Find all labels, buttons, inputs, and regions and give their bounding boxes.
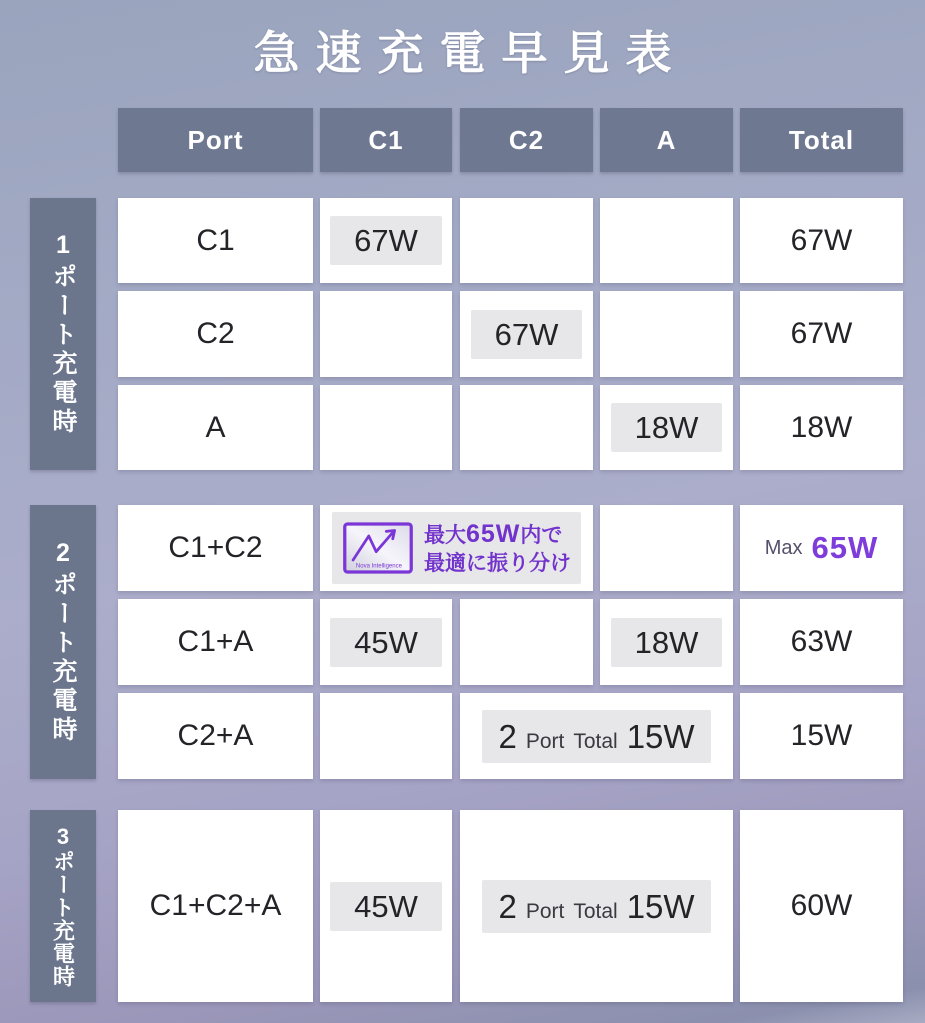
row-c1c2-a-cell-empty (600, 505, 733, 591)
row-a-c2-cell-empty (460, 385, 593, 470)
nova-note-line2: 最適に振り分け (424, 551, 571, 575)
watt-chip: 18W (611, 403, 723, 452)
row-c1a-total-cell: 63W (740, 599, 903, 685)
nova-icon-caption: Nova Intelligence (355, 563, 402, 570)
column-header-a: A (600, 108, 733, 172)
row-c2-c2-cell (460, 291, 593, 377)
row-c2-c1-cell-empty (320, 291, 452, 377)
watt-chip: 67W (471, 310, 583, 359)
page-title: 急速充電早見表 (253, 27, 688, 79)
nova-note (424, 519, 571, 577)
row-c1c2-port-cell: C1+C2 (118, 505, 313, 591)
two-port-total-chip: 2 Port Total 15W (482, 710, 710, 763)
row-a-c1-cell-empty (320, 385, 452, 470)
row-all-total-cell: 60W (740, 810, 903, 1002)
watt-chip: 45W (330, 882, 442, 931)
row-c1a-c1-cell (320, 599, 452, 685)
section-label-2-port: 2ポート充電時 (30, 505, 96, 779)
section-label-3-port: 3ポート充電時 (30, 810, 96, 1002)
row-c1a-a-cell (600, 599, 733, 685)
max-label: Max (764, 536, 803, 559)
row-c1c2-total-cell (740, 505, 903, 591)
row-all-merged-cell (460, 810, 733, 1002)
row-c2-total-cell: 67W (740, 291, 903, 377)
column-header-total: Total (740, 108, 903, 172)
row-all-port-cell: C1+C2+A (118, 810, 313, 1002)
row-c1-a-cell-empty (600, 198, 733, 283)
row-c2a-c1-cell-empty (320, 693, 452, 779)
nova-intelligence-chip (332, 512, 581, 584)
row-all-c1-cell (320, 810, 452, 1002)
watt-chip: 18W (611, 618, 723, 667)
row-a-total-cell: 18W (740, 385, 903, 470)
column-header-c1: C1 (320, 108, 452, 172)
row-c1-port-cell: C1 (118, 198, 313, 283)
row-c2a-total-cell: 15W (740, 693, 903, 779)
column-header-c2: C2 (460, 108, 593, 172)
nova-intelligence-icon (342, 521, 414, 575)
row-c1-total-cell: 67W (740, 198, 903, 283)
section-label-1-port: 1ポート充電時 (30, 198, 96, 470)
row-a-port-cell: A (118, 385, 313, 470)
two-port-total-chip: 2 Port Total 15W (482, 880, 710, 933)
watt-chip: 67W (330, 216, 442, 265)
row-c1c2-merged-cell (320, 505, 593, 591)
row-c2a-port-cell: C2+A (118, 693, 313, 779)
row-c1-c2-cell-empty (460, 198, 593, 283)
row-c1-c1-cell (320, 198, 452, 283)
row-c2-a-cell-empty (600, 291, 733, 377)
watt-chip: 45W (330, 618, 442, 667)
row-c2a-merged-cell (460, 693, 733, 779)
row-c1a-c2-cell-empty (460, 599, 593, 685)
max-watt-value: 65W (811, 530, 879, 565)
nova-note-line1: 最大65W内で (424, 520, 563, 549)
column-header-port: Port (118, 108, 313, 172)
row-c1a-port-cell: C1+A (118, 599, 313, 685)
row-c2-port-cell: C2 (118, 291, 313, 377)
row-a-a-cell (600, 385, 733, 470)
